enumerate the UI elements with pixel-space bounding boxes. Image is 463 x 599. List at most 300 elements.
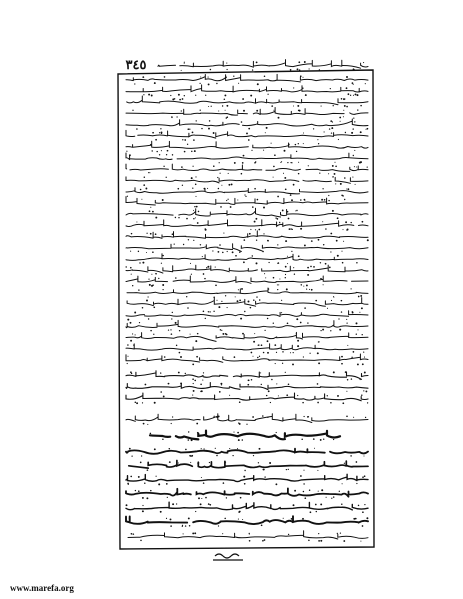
diacritic-dot	[261, 384, 262, 385]
diacritic-dot	[306, 284, 308, 286]
diacritic-dot	[192, 166, 193, 167]
diacritic-dot	[273, 177, 274, 178]
diacritic-dot	[288, 144, 290, 146]
diacritic-dot	[150, 330, 152, 332]
diacritic-dot	[133, 533, 135, 535]
diacritic-dot	[360, 161, 362, 163]
diacritic-dot	[191, 274, 192, 275]
diacritic-dot	[315, 300, 317, 302]
diacritic-dot	[333, 371, 335, 373]
diacritic-dot	[152, 150, 153, 151]
diacritic-dot	[310, 266, 312, 268]
diacritic-dot	[260, 372, 261, 373]
diacritic-dot	[203, 448, 204, 449]
script-line	[126, 516, 368, 524]
diacritic-dot	[264, 273, 265, 274]
diacritic-dot	[346, 416, 348, 418]
diacritic-dot	[353, 417, 354, 418]
script-line	[126, 488, 368, 496]
diacritic-dot	[290, 352, 291, 353]
diacritic-dot	[229, 395, 230, 396]
diacritic-dot	[281, 312, 282, 313]
diacritic-dot	[218, 306, 220, 308]
diacritic-dot	[184, 139, 186, 141]
diacritic-dot	[178, 217, 179, 218]
diacritic-dot	[284, 177, 286, 179]
diacritic-dot	[184, 151, 186, 153]
diacritic-dot	[255, 229, 256, 230]
diacritic-dot	[194, 380, 196, 382]
diacritic-dot	[317, 352, 319, 354]
diacritic-dot	[335, 166, 337, 168]
diacritic-dot	[147, 424, 148, 425]
diacritic-dot	[366, 517, 368, 519]
diacritic-dot	[346, 188, 347, 189]
diacritic-dot	[127, 196, 128, 197]
diacritic-dot	[362, 511, 364, 513]
diacritic-dot	[279, 222, 280, 223]
diacritic-dot	[233, 76, 234, 77]
diacritic-dot	[185, 449, 187, 451]
diacritic-dot	[143, 184, 145, 186]
diacritic-dot	[142, 402, 143, 403]
script-line	[150, 431, 340, 440]
diacritic-dot	[351, 378, 352, 379]
diacritic-dot	[317, 470, 318, 471]
diacritic-dot	[303, 483, 304, 484]
diacritic-dot	[302, 77, 303, 78]
diacritic-dot	[271, 379, 273, 381]
script-line	[126, 393, 368, 401]
diacritic-dot	[138, 251, 139, 252]
diacritic-dot	[180, 356, 182, 358]
diacritic-dot	[132, 110, 133, 111]
diacritic-dot	[319, 69, 320, 70]
diacritic-dot	[323, 244, 324, 245]
diacritic-dot	[345, 132, 346, 133]
diacritic-dot	[172, 154, 173, 155]
diacritic-dot	[135, 490, 136, 491]
diacritic-dot	[330, 251, 331, 252]
diacritic-dot	[166, 154, 167, 155]
diacritic-dot	[319, 172, 320, 173]
diacritic-dot	[302, 402, 304, 404]
diacritic-dot	[276, 383, 277, 384]
diacritic-dot	[284, 150, 286, 152]
diacritic-dot	[283, 173, 284, 174]
diacritic-dot	[234, 356, 236, 358]
diacritic-dot	[134, 312, 136, 314]
script-line	[126, 383, 368, 390]
diacritic-dot	[337, 255, 339, 257]
diacritic-dot	[267, 94, 268, 95]
diacritic-dot	[161, 133, 162, 134]
diacritic-dot	[221, 301, 222, 302]
diacritic-dot	[355, 184, 356, 185]
diacritic-dot	[252, 206, 254, 208]
diacritic-dot	[296, 318, 298, 320]
diacritic-dot	[303, 416, 304, 417]
diacritic-dot	[159, 154, 160, 155]
diacritic-dot	[146, 252, 147, 253]
diacritic-dot	[262, 251, 264, 253]
diacritic-dot	[287, 162, 288, 163]
diacritic-dot	[278, 117, 280, 119]
diacritic-dot	[309, 353, 310, 354]
diacritic-dot	[259, 356, 260, 357]
diacritic-dot	[330, 330, 331, 331]
diacritic-dot	[219, 244, 221, 246]
diacritic-dot	[341, 503, 342, 504]
diacritic-dot	[153, 306, 155, 308]
diacritic-dot	[267, 240, 269, 242]
diacritic-dot	[142, 497, 144, 499]
diacritic-dot	[142, 262, 144, 264]
diacritic-dot	[171, 318, 172, 319]
diacritic-dot	[134, 83, 135, 84]
diacritic-dot	[321, 199, 323, 201]
diacritic-dot	[362, 363, 364, 365]
diacritic-dot	[341, 300, 343, 302]
diacritic-dot	[320, 278, 322, 280]
diacritic-dot	[288, 218, 290, 220]
diacritic-dot	[195, 184, 197, 186]
diacritic-dot	[249, 540, 251, 542]
diacritic-dot	[182, 185, 183, 186]
diacritic-dot	[255, 161, 256, 162]
diacritic-dot	[145, 384, 147, 386]
script-line	[129, 461, 368, 469]
diacritic-dot	[142, 307, 144, 309]
diacritic-dot	[235, 255, 237, 257]
diacritic-dot	[262, 469, 264, 471]
diacritic-dot	[332, 165, 334, 167]
diacritic-dot	[313, 266, 315, 268]
diacritic-dot	[294, 274, 295, 275]
diacritic-dot	[192, 378, 194, 380]
diacritic-dot	[225, 77, 227, 79]
diacritic-dot	[311, 289, 313, 291]
diacritic-dot	[338, 318, 339, 319]
diacritic-dot	[166, 518, 167, 519]
diacritic-dot	[258, 345, 259, 346]
diacritic-dot	[155, 139, 157, 141]
diacritic-dot	[356, 334, 357, 335]
diacritic-dot	[216, 83, 217, 84]
diacritic-dot	[148, 279, 149, 280]
diacritic-dot	[227, 116, 229, 118]
diacritic-dot	[285, 266, 287, 268]
diacritic-dot	[212, 250, 213, 251]
diacritic-dot	[146, 233, 147, 234]
diacritic-dot	[341, 311, 342, 312]
diacritic-dot	[163, 395, 165, 397]
diacritic-dot	[300, 75, 302, 77]
diacritic-dot	[238, 289, 239, 290]
diacritic-dot	[200, 110, 201, 111]
diacritic-dot	[142, 76, 144, 78]
diacritic-dot	[133, 344, 134, 345]
diacritic-dot	[208, 77, 209, 78]
diacritic-dot	[243, 261, 245, 263]
diacritic-dot	[346, 106, 348, 108]
diacritic-dot	[226, 200, 227, 201]
diacritic-dot	[322, 188, 323, 189]
diacritic-dot	[189, 525, 191, 527]
diacritic-dot	[318, 239, 320, 241]
diacritic-dot	[275, 483, 277, 485]
diacritic-dot	[162, 438, 164, 440]
diacritic-dot	[139, 322, 140, 323]
diacritic-dot	[258, 229, 260, 231]
diacritic-dot	[291, 199, 293, 201]
diacritic-dot	[337, 533, 338, 534]
diacritic-dot	[360, 105, 362, 107]
diacritic-dot	[192, 188, 193, 189]
diacritic-dot	[218, 525, 219, 526]
diacritic-dot	[296, 210, 297, 211]
diacritic-dot	[364, 372, 366, 374]
diacritic-dot	[141, 199, 142, 200]
diacritic-dot	[196, 206, 198, 208]
diacritic-dot	[345, 221, 347, 223]
diacritic-dot	[229, 448, 230, 449]
diacritic-dot	[168, 383, 170, 385]
diacritic-dot	[337, 395, 339, 397]
diacritic-dot	[132, 333, 133, 334]
diacritic-dot	[143, 423, 145, 425]
diacritic-dot	[251, 379, 253, 381]
script-line	[126, 276, 368, 283]
diacritic-dot	[335, 183, 336, 184]
diacritic-dot	[256, 296, 257, 297]
diacritic-dot	[180, 383, 182, 385]
diacritic-dot	[172, 503, 174, 505]
diacritic-dot	[209, 311, 210, 312]
diacritic-dot	[222, 252, 224, 254]
diacritic-dot	[136, 402, 138, 404]
diacritic-dot	[231, 183, 233, 185]
diacritic-dot	[205, 497, 207, 499]
diacritic-dot	[209, 462, 210, 463]
diacritic-dot	[297, 68, 299, 70]
diacritic-dot	[320, 540, 322, 542]
diacritic-dot	[292, 363, 294, 365]
diacritic-dot	[192, 364, 194, 366]
diacritic-dot	[187, 307, 189, 309]
diacritic-dot	[149, 210, 151, 212]
diacritic-dot	[333, 297, 334, 298]
diacritic-dot	[199, 83, 200, 84]
diacritic-dot	[267, 318, 268, 319]
diacritic-dot	[346, 87, 348, 89]
diacritic-dot	[322, 329, 324, 331]
diacritic-dot	[130, 476, 132, 478]
diacritic-dot	[204, 278, 205, 279]
diacritic-dot	[296, 151, 297, 152]
diacritic-dot	[239, 252, 240, 253]
diacritic-dot	[184, 95, 185, 96]
diacritic-dot	[239, 423, 241, 425]
diacritic-dot	[151, 95, 153, 97]
diacritic-dot	[252, 255, 253, 256]
diacritic-dot	[265, 132, 266, 133]
diacritic-dot	[254, 188, 256, 190]
diacritic-dot	[223, 233, 224, 234]
diacritic-dot	[125, 266, 126, 267]
diacritic-dot	[351, 357, 352, 358]
diacritic-dot	[328, 200, 329, 201]
diacritic-dot	[293, 184, 295, 186]
diacritic-dot	[204, 188, 206, 190]
script-line	[126, 188, 368, 194]
diacritic-dot	[175, 322, 177, 324]
diacritic-dot	[343, 241, 344, 242]
diacritic-dot	[310, 511, 312, 513]
diacritic-dot	[271, 105, 273, 107]
diacritic-dot	[364, 357, 365, 358]
diacritic-dot	[304, 244, 306, 246]
diacritic-dot	[170, 518, 172, 520]
diacritic-dot	[200, 244, 201, 245]
diacritic-dot	[216, 300, 217, 301]
diacritic-dot	[256, 61, 258, 63]
diacritic-dot	[278, 284, 279, 285]
diacritic-dot	[169, 448, 170, 449]
diacritic-dot	[131, 455, 132, 456]
diacritic-dot	[361, 307, 363, 309]
diacritic-dot	[227, 251, 228, 252]
diacritic-dot	[179, 330, 180, 331]
diacritic-dot	[126, 504, 128, 506]
diacritic-dot	[143, 94, 144, 95]
diacritic-dot	[360, 295, 362, 297]
diacritic-dot	[356, 166, 357, 167]
diacritic-dot	[244, 311, 245, 312]
diacritic-dot	[339, 117, 341, 119]
diacritic-dot	[344, 199, 345, 200]
diacritic-dot	[317, 139, 318, 140]
diacritic-dot	[264, 76, 266, 78]
diacritic-dot	[160, 511, 162, 513]
diacritic-dot	[190, 263, 191, 264]
diacritic-dot	[188, 431, 189, 432]
diacritic-dot	[161, 150, 162, 151]
footer-url: www.marefa.org	[10, 583, 74, 593]
diacritic-dot	[290, 228, 292, 230]
diacritic-dot	[287, 256, 288, 257]
diacritic-dot	[150, 233, 152, 235]
diacritic-dot	[293, 87, 294, 88]
diacritic-dot	[308, 165, 309, 166]
diacritic-dot	[267, 417, 268, 418]
diacritic-dot	[316, 511, 317, 512]
diacritic-dot	[256, 110, 258, 112]
diacritic-dot	[253, 356, 254, 357]
diacritic-dot	[228, 173, 229, 174]
diacritic-dot	[331, 127, 333, 129]
diacritic-dot	[277, 284, 278, 285]
diacritic-dot	[148, 172, 149, 173]
diacritic-dot	[193, 240, 194, 241]
diacritic-dot	[283, 518, 284, 519]
diacritic-dot	[358, 505, 360, 507]
script-line	[126, 320, 368, 327]
diacritic-dot	[131, 274, 132, 275]
diacritic-dot	[208, 83, 210, 85]
diacritic-dot	[139, 262, 140, 263]
diacritic-dot	[176, 116, 177, 117]
diacritic-dot	[333, 439, 334, 440]
diacritic-dot	[345, 371, 347, 373]
diacritic-dot	[354, 69, 355, 70]
diacritic-dot	[357, 109, 358, 110]
diacritic-dot	[220, 383, 222, 385]
diacritic-dot	[262, 415, 264, 417]
diacritic-dot	[193, 390, 195, 392]
diacritic-dot	[302, 87, 303, 88]
diacritic-dot	[273, 323, 274, 324]
diacritic-dot	[142, 505, 143, 506]
diacritic-dot	[182, 98, 184, 100]
diacritic-dot	[323, 439, 324, 440]
diacritic-dot	[248, 380, 249, 381]
script-line	[126, 354, 368, 362]
diacritic-dot	[322, 221, 323, 222]
diacritic-dot	[152, 211, 154, 213]
diacritic-dot	[278, 395, 279, 396]
diacritic-dot	[152, 251, 154, 253]
diacritic-dot	[200, 503, 202, 505]
diacritic-dot	[227, 199, 228, 200]
diacritic-dot	[294, 490, 296, 492]
diacritic-dot	[153, 334, 154, 335]
diacritic-dot	[367, 239, 369, 241]
diacritic-dot	[146, 300, 148, 302]
diacritic-dot	[326, 497, 327, 498]
diacritic-dot	[218, 188, 220, 190]
diacritic-dot	[144, 176, 145, 177]
diacritic-dot	[211, 106, 212, 107]
diacritic-dot	[354, 150, 355, 151]
diacritic-dot	[244, 194, 245, 195]
diacritic-dot	[152, 132, 154, 134]
diacritic-dot	[218, 110, 219, 111]
diacritic-dot	[348, 188, 350, 190]
diacritic-dot	[238, 511, 240, 513]
diacritic-dot	[268, 262, 269, 263]
script-line	[126, 244, 368, 252]
diacritic-dot	[200, 384, 202, 386]
diacritic-dot	[311, 240, 313, 242]
diacritic-dot	[208, 128, 210, 130]
diacritic-dot	[255, 218, 257, 220]
script-line	[127, 96, 368, 105]
diacritic-dot	[238, 439, 240, 441]
diacritic-dot	[191, 455, 193, 457]
diacritic-dot	[351, 288, 352, 289]
diacritic-dot	[242, 439, 244, 441]
diacritic-dot	[226, 105, 228, 107]
diacritic-dot	[243, 155, 245, 157]
diacritic-dot	[362, 476, 364, 478]
diacritic-dot	[268, 390, 270, 392]
diacritic-dot	[187, 439, 189, 441]
diacritic-dot	[191, 439, 193, 441]
diacritic-dot	[172, 312, 173, 313]
diacritic-dot	[249, 233, 251, 235]
diacritic-dot	[195, 217, 196, 218]
